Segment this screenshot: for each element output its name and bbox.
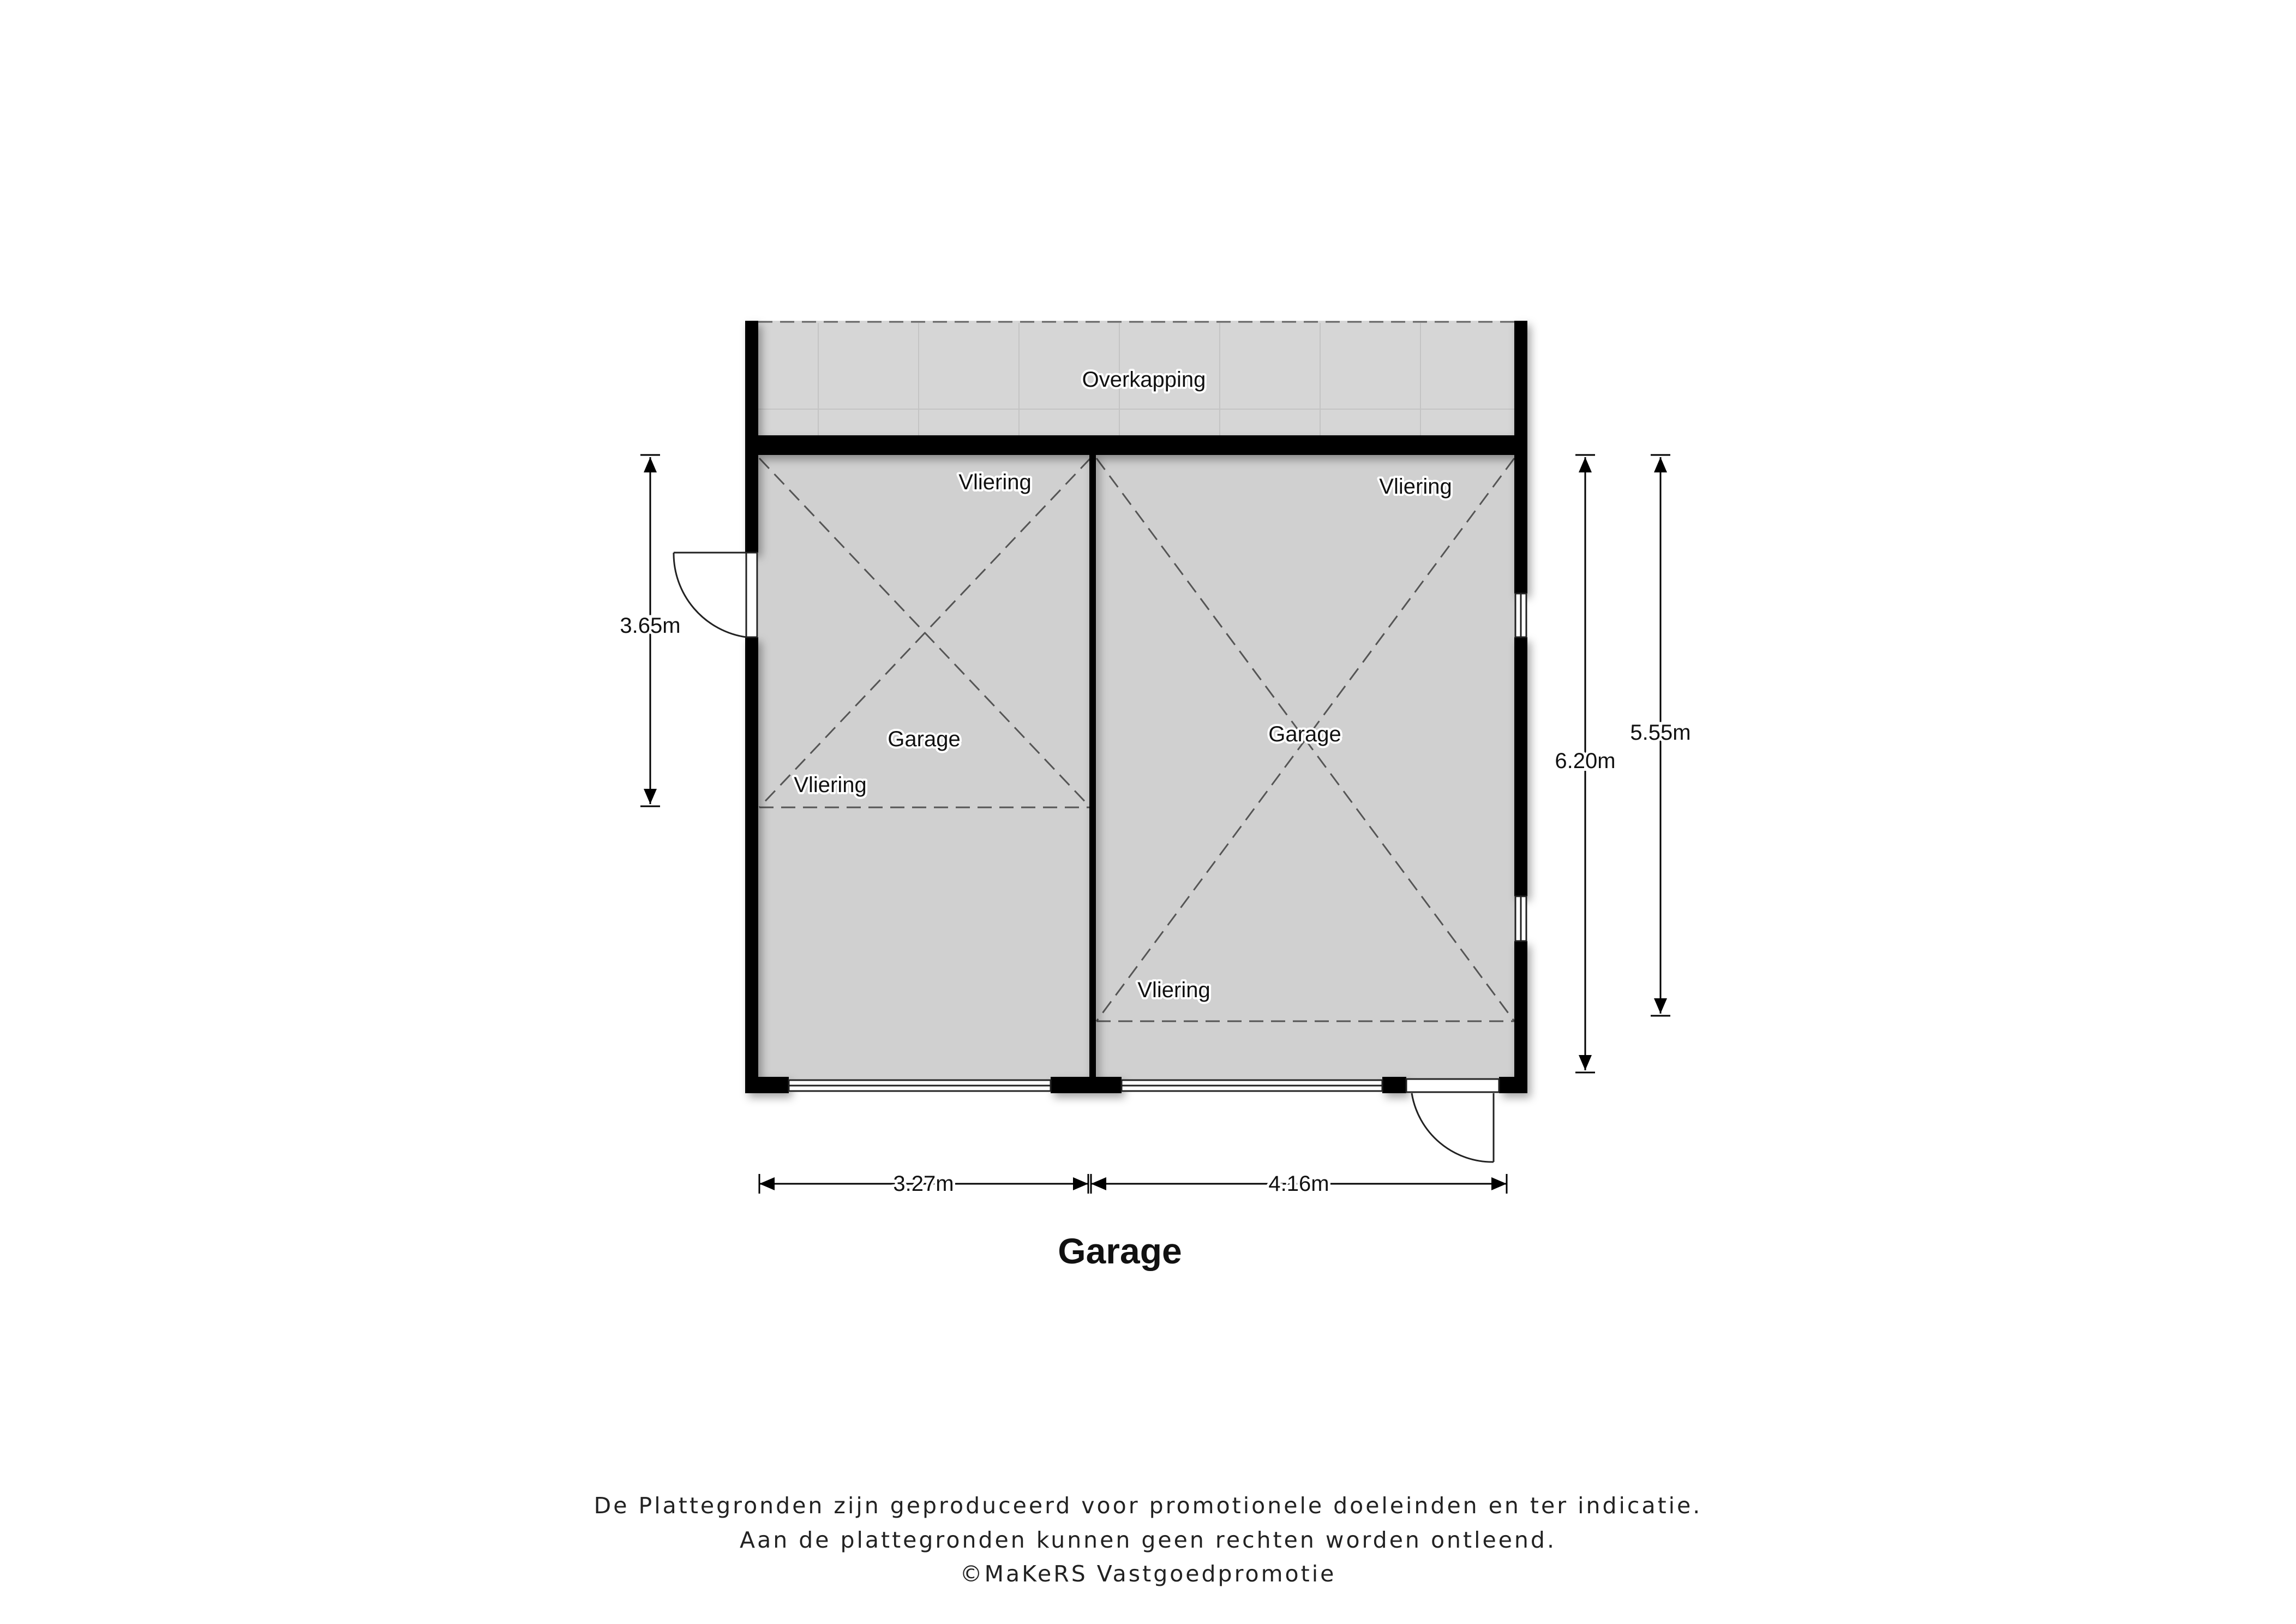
side-door bbox=[674, 553, 757, 637]
label-vliering-left-bottom: Vliering bbox=[794, 773, 867, 797]
front-door bbox=[1406, 1079, 1499, 1162]
label-overkapping: Overkapping bbox=[1082, 368, 1206, 392]
dimension-left-height: 3.65m bbox=[620, 614, 681, 638]
footer-disclaimer-line1: De Plattegronden zijn geproduceerd voor promotionele doeleinden en ter indicatie. bbox=[594, 1493, 1702, 1519]
dimension-bottom-right-width: 4.16m bbox=[1268, 1172, 1329, 1196]
label-vliering-right-bottom: Vliering bbox=[1137, 978, 1210, 1002]
dimension-bottom-left-width: 3.27m bbox=[893, 1172, 954, 1196]
dimension-right-inner-height: 6.20m bbox=[1555, 749, 1616, 773]
footer-copyright: ©MaKeRS Vastgoedpromotie bbox=[960, 1561, 1336, 1587]
label-vliering-left-top: Vliering bbox=[958, 470, 1032, 494]
label-garage-left: Garage bbox=[888, 727, 961, 751]
plan-title: Garage bbox=[1058, 1231, 1182, 1271]
label-vliering-right-top: Vliering bbox=[1379, 475, 1452, 499]
footer-disclaimer-line2: Aan de plattegronden kunnen geen rechten worden ontleend. bbox=[740, 1527, 1556, 1553]
dimension-right-outer-height: 5.55m bbox=[1630, 721, 1691, 745]
label-garage-right: Garage bbox=[1268, 722, 1341, 746]
garage-left-floor bbox=[758, 455, 1090, 1081]
